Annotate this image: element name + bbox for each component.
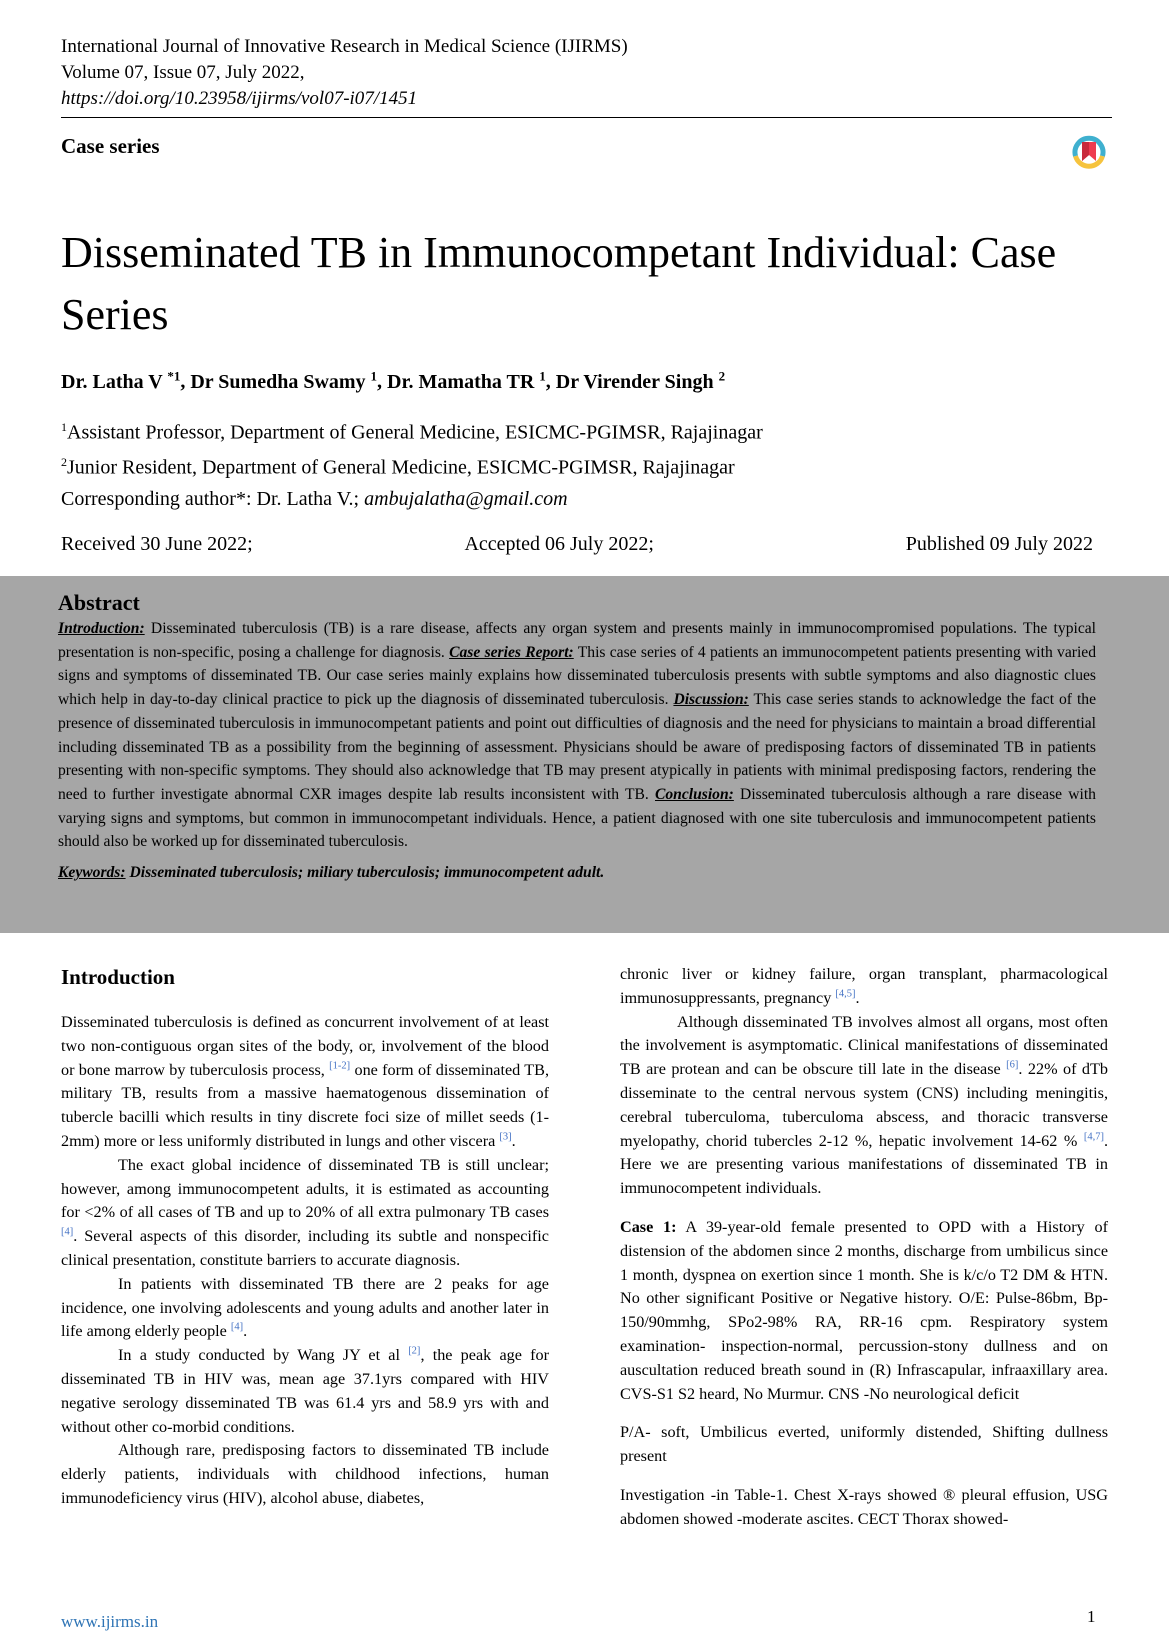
abstract-report-label: Case series Report: (449, 643, 574, 661)
author: Dr Virender Singh $^2$ (555, 368, 726, 393)
citation-link[interactable]: [6] (1006, 1059, 1019, 1071)
page-number: 1 (1087, 1607, 1096, 1626)
keywords-label: Keywords: (58, 864, 126, 882)
paragraph: Although rare, predisposing factors to disseminated TB include elderly patients, individuals with childhood infections, human immunodeficiency virus (HIV), alcohol abuse, diabetes, (61, 1441, 549, 1507)
journal-header (61, 34, 628, 112)
abstract-discussion-label: Discussion: (673, 691, 749, 709)
author: Dr. Latha V $^{*1}$ (61, 368, 181, 393)
citation-link[interactable]: [2] (408, 1345, 421, 1357)
header-divider (61, 117, 1112, 118)
doi-link[interactable]: https://doi.org/10.23958/ijirms/vol07-i07/1451 (61, 88, 418, 109)
article-title: Disseminated TB in Immunocompetant Individual: Case Series (61, 228, 1057, 339)
abstract-section (0, 576, 1169, 933)
published-date: Published 09 July 2022 (905, 533, 1093, 555)
paragraph: In patients with disseminated TB there are 2 peaks for age incidence, one involving adolescents and young adults and another later in life among elderly people [4]. (61, 1274, 549, 1341)
author: Dr. Mamatha TR $^1$ (387, 368, 546, 393)
author-email[interactable]: ambujalatha@gmail.com (364, 488, 568, 510)
paragraph: Investigation -in Table-1. Chest X-rays showed ® pleural effusion, USG abdomen showed -moderate ascites. CECT Thorax showed- (620, 1485, 1108, 1528)
citation-link[interactable]: [4,7] (1083, 1131, 1104, 1143)
case-1-label: Case 1: (620, 1217, 677, 1236)
crossmark-bookmark-icon[interactable] (1071, 134, 1107, 170)
citation-link[interactable]: [4,5] (835, 988, 856, 1000)
paragraph: Although disseminated TB involves almost all organs, most often the involvement is asymptomatic. Clinical manifestations of disseminated TB are protean and can be obscure till late in the disease [6]. 22% of dTb disseminate to the central nervous system (CNS) including meningitis, cerebral tuberculoma, tuberculoma abscess, and thoracic transverse myelopathy, chorid tubercles 2-12 %, hepatic involvement 14-62 % [4,7]. Here we are presenting various manifestations of disseminated TB in immunocompetent individuals. (620, 1012, 1108, 1198)
left-column (61, 1011, 549, 1511)
citation-link[interactable]: [4] (230, 1321, 244, 1333)
affiliation: $^2$Junior Resident, Department of General Medicine, ESICMC-PGIMSR, Rajajinagar (61, 454, 735, 479)
author: Dr Sumedha Swamy $^1$ (190, 368, 378, 393)
accepted-date: Accepted 06 July 2022; (464, 533, 654, 555)
journal-website-link[interactable]: www.ijirms.in (61, 1612, 159, 1631)
affiliations (61, 413, 763, 482)
abstract-conclusion-label: Conclusion: (654, 785, 734, 803)
introduction-heading: Introduction (61, 965, 175, 989)
corresponding-author: Corresponding author*: Dr. Latha V.; ambujalatha@gmail.com (61, 488, 568, 510)
paragraph: chronic liver or kidney failure, organ transplant, pharmacological immunosuppressants, pregnancy [4,5]. (620, 965, 1108, 1007)
right-column (620, 963, 1108, 1532)
citation-link[interactable]: [1-2] (329, 1060, 351, 1072)
paragraph: Disseminated tuberculosis is defined as concurrent involvement of at least two non-contiguous organ sites of the body, or, involvement of the blood or bone marrow by tuberculosis process, [1-2] one form of disseminated TB, military TB, results from a massive haematogenous dissemination of tubercle bacilli which results in tiny discrete foci size of millet seeds (1-2mm) more or less uniformly distributed in lungs and other viscera [3]. (61, 1013, 550, 1150)
received-date: Received 30 June 2022; (61, 533, 253, 555)
journal-name: International Journal of Innovative Research in Medical Science (IJIRMS) (61, 36, 628, 57)
abstract-body: Introduction: Disseminated tuberculosis (TB) is a rare disease, affects any organ system and presents mainly in immunocompromised populations. The typical presentation is non-specific, posing a challenge for diagnosis. Case series Report: This case series of 4 patients an immunocompetent patients presenting with varied signs and symptoms of disseminated TB. Our case series mainly explains how disseminated tuberculosis presents with subtle symptoms and also diagnostic clues which help in day-to-day clinical practice to pick up the diagnosis of disseminated tuberculosis. Discussion: This case series stands to acknowledge the fact of the presence of disseminated tuberculosis in immunocompetant patients and point out difficulties of diagnosis and the need for physicians to maintain a broad differential including disseminated TB as a possibility from the beginning of assessment. Physicians should be aware of predisposing factors of disseminated TB in patients presenting with non-specific symptoms. They should also acknowledge that TB may present atypically in patients with minimal predisposing factors, rendering the need to further investigate abnormal CXR images despite lab results inconsistent with TB. Conclusion: Disseminated tuberculosis although a rare disease with varying signs and symptoms, but common in immunocompetant individuals. Hence, a patient diagnosed with one site tuberculosis and immunocompetent patients should also be worked up for disseminated tuberculosis. (58, 620, 1097, 851)
publication-dates (61, 533, 1093, 556)
case-1-paragraph: Case 1: A 39-year-old female presented to OPD with a History of distension of the abdomen since 2 months, discharge from umbilicus since 1 month, dyspnea on exertion since 1 month. She is k/c/o T2 DM & HTN. No other significant Positive or Negative history. O/E: Pulse-86bm, Bp-150/90mmhg, SPo2-98% RA, RR-16 cpm. Respiratory system examination- inspection-normal, percussion-stony dullness and on auscultation reduced breath sound in (R) Infrascapular, infraaxillary area. CVS-S1 S2 heard, No Murmur. CNS -No neurological deficit (620, 1217, 1108, 1403)
paragraph: The exact global incidence of disseminated TB is still unclear; however, among immunocompetent adults, it is estimated as accounting for <2% of all cases of TB and up to 20% of all extra pulmonary TB cases [4]. Several aspects of this disorder, including its subtle and nonspecific clinical presentation, constitute barriers to accurate diagnosis. (61, 1155, 549, 1269)
citation-link[interactable]: [4] (61, 1226, 74, 1238)
abstract-intro-label: Introduction: (58, 620, 145, 637)
paragraph: P/A- soft, Umbilicus everted, uniformly distended, Shifting dullness present (620, 1423, 1108, 1466)
affiliation: $^1$Assistant Professor, Department of General Medicine, ESICMC-PGIMSR, Rajajinagar (61, 420, 763, 444)
keywords: Keywords: Disseminated tuberculosis; miliary tuberculosis; immunocompetent adult. (58, 864, 605, 882)
journal-volume: Volume 07, Issue 07, July 2022, (61, 62, 305, 83)
citation-link[interactable]: [3] (499, 1131, 512, 1143)
paragraph: In a study conducted by Wang JY et al [2], the peak age for disseminated TB in HIV was, mean age 37.1yrs compared with HIV negative serology disseminated TB was 61.4 yrs and 58.9 yrs with and without other co-morbid conditions. (61, 1345, 550, 1436)
article-type: Case series (61, 134, 160, 158)
author-list: Dr. Latha V $^{*1}$, Dr Sumedha Swamy $^1$, Dr. Mamatha TR $^1$, Dr Virender Singh $^2$ (61, 368, 726, 393)
abstract-heading: Abstract (58, 590, 140, 615)
